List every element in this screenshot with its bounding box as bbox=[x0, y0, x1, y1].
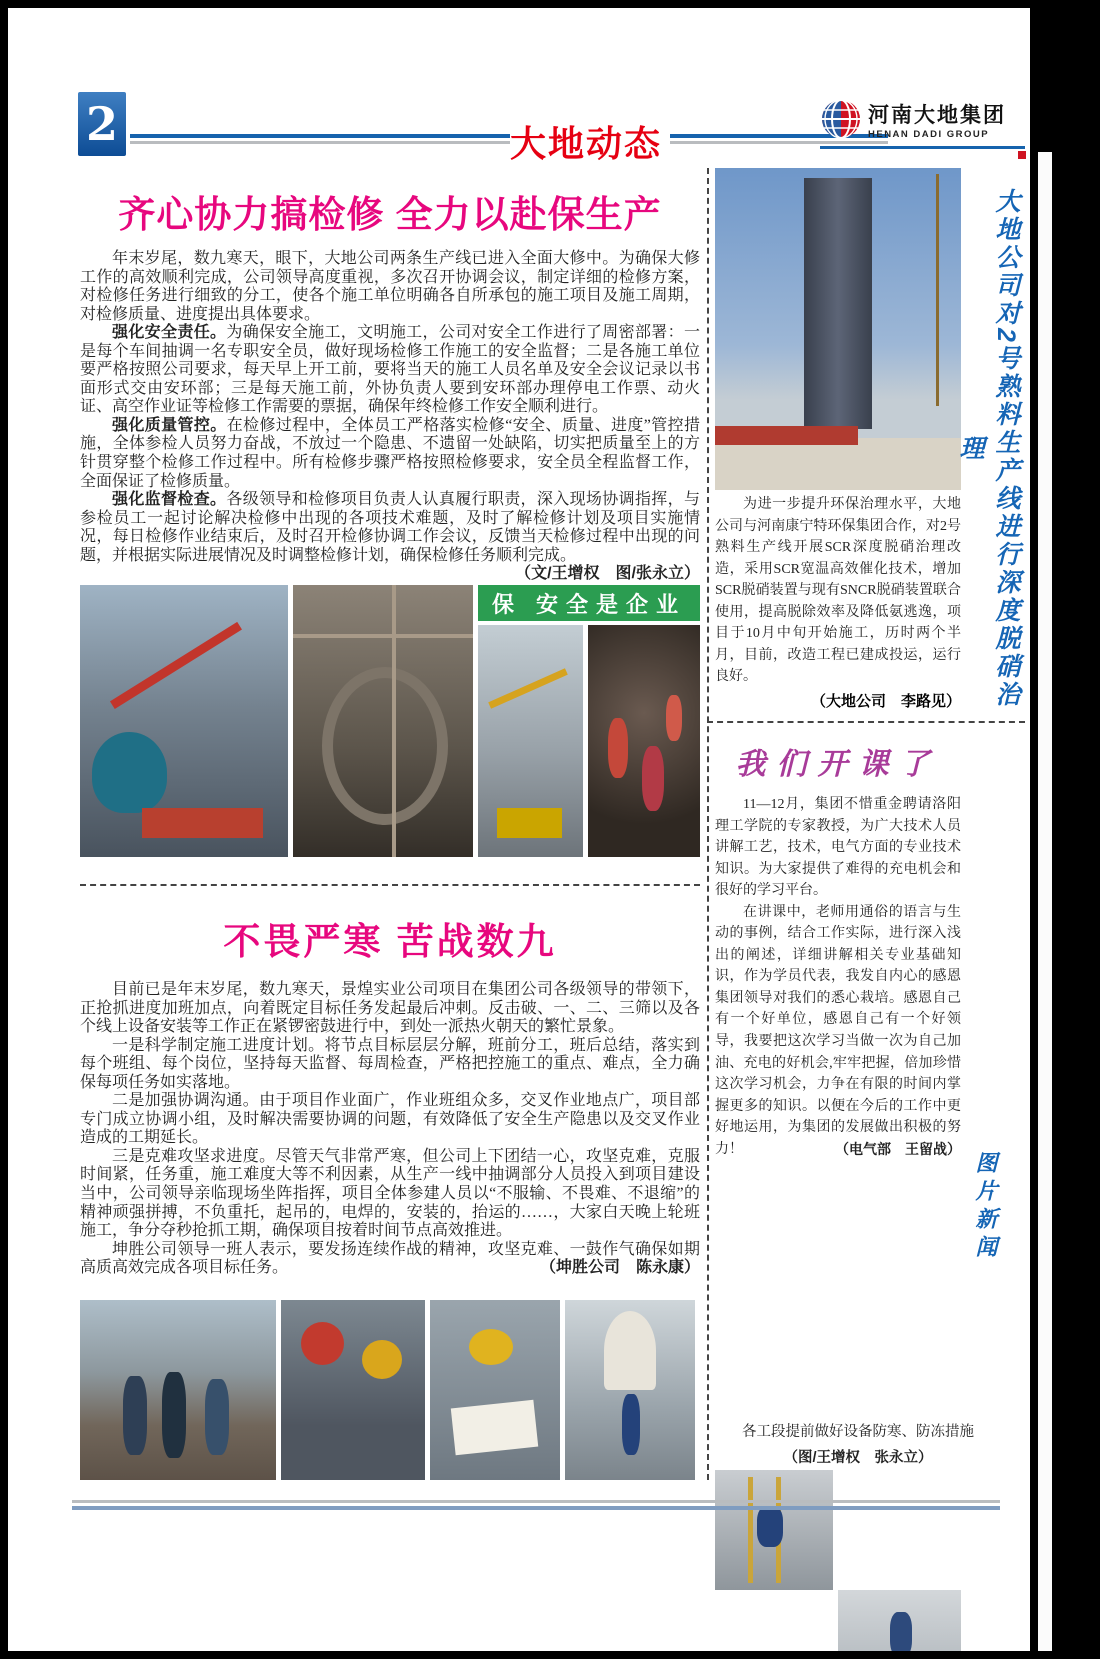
article2-headline: 不畏严寒 苦战数九 bbox=[223, 921, 557, 962]
page-number: 2 bbox=[78, 92, 126, 156]
safety-banner: 保 安全是企业 bbox=[478, 585, 700, 621]
yellow-helmet-shape bbox=[469, 1329, 513, 1365]
photo-news-caption: 各工段提前做好设备防寒、防冻措施 bbox=[742, 1424, 974, 1440]
worker-shape bbox=[642, 746, 664, 811]
worker-shape bbox=[608, 718, 628, 778]
article1-body bbox=[80, 250, 700, 584]
paragraph: 强化质量管控。在检修过程中，全体员工严格落实检修“安全、质量、进度”管控措施，全体参检人员努力奋战，不放过一个隐患、不遗留一处缺陷，切实把质量至上的方针贯穿整个检修工作过程中。所有检修步骤严格按照检修要求，安全员全程监督工作，全面保证了检修质量。 bbox=[80, 416, 700, 490]
paragraph: 目前已是年末岁尾，数九寒天，景煌实业公司项目在集团公司各级领导的带领下，正抢抓进度加班加点，向着既定目标任务发起最后冲刺。反击破、一、二、三筛以及各个线上设备安装等工作正在紧锣密鼓进行中，到处一派热火朝天的繁忙景象。 bbox=[80, 981, 700, 1036]
article2-body bbox=[80, 981, 700, 1278]
crane-boom-shape bbox=[110, 622, 242, 709]
logo-name-cn: 河南大地集团 bbox=[868, 103, 1006, 127]
paragraph: 二是加强协调沟通。由于项目作业面广，作业班组众多，交叉作业地点广，项目部专门成立协调小组，及时解决需要协调的问题，有效降低了安全生产隐患以及交叉作业造成的工期延长。 bbox=[80, 1092, 700, 1147]
right-column-divider-dashed bbox=[707, 721, 1025, 723]
section-title: 大地动态 bbox=[509, 123, 662, 164]
photo-worker-on-ladder bbox=[715, 1470, 833, 1590]
worker-shape bbox=[757, 1506, 783, 1547]
scr-article-byline: （大地公司 李路见） bbox=[810, 693, 961, 710]
paragraph: 11—12月，集团不惜重金聘请洛阳理工学院的专家教授，为广大技术人员讲解工艺，技术，电气方面的专业技术知识。为大家提供了难得的充电机会和很好的学习平台。 bbox=[715, 797, 961, 899]
red-helmet-shape bbox=[301, 1322, 344, 1365]
footer-rule bbox=[72, 1500, 1000, 1510]
paragraph: 在讲课中，老师用通俗的语言与生动的事例，结合工作实际，进行深入浅出的阐述，详细讲解相关专业基础知识，作为学员代表，我发自内心的感恩集团领导对我们的悉心栽培。感恩自己有一个好单位，感恩自己有一个好领导，我要把这次学习当做一次为自己加油、充电的好机会,牢牢把握，倍加珍惜这次学习机会，力争在有限的时间内掌握更多的知识。以便在今后的工作中更好地运用，为集团的发展做出积极的努力！ （电气部 王留战） bbox=[715, 902, 961, 1161]
scaffold-pole-shape bbox=[392, 585, 396, 857]
paragraph: 坤胜公司领导一班人表示，要发扬连续作战的精神，攻坚克难、一鼓作气确保如期高质高效完成各项目标任务。 （坤胜公司 陈永康） bbox=[80, 1240, 700, 1277]
class-article-byline: （电气部 王留战） bbox=[835, 1140, 961, 1157]
collage-right-group bbox=[478, 585, 700, 857]
crane-boom-shape bbox=[489, 669, 569, 710]
newspaper-page bbox=[8, 8, 1030, 1651]
tower-shape bbox=[804, 178, 873, 429]
mill-shape bbox=[92, 732, 167, 814]
worker-shape bbox=[123, 1376, 147, 1455]
class-article-headline: 我们开课了 bbox=[735, 748, 941, 781]
vessel-shape bbox=[604, 1311, 656, 1390]
paragraph: 年末岁尾，数九寒天，眼下，大地公司两条生产线已进入全面大修中。为确保大修工作的高效顺利完成，公司领导高度重视，多次召开协调会议，制定详细的检修方案，对检修任务进行细致的分工，使各个施工单位明确各自所承包的施工项目及施工周期，对检修质量、进度提出具体要求。 bbox=[80, 250, 700, 323]
worker-shape bbox=[622, 1394, 640, 1455]
photo-news-vertical-title: 图片新闻 bbox=[973, 1150, 998, 1263]
photo-preheater-tower bbox=[715, 168, 961, 490]
scaffold-bar-shape bbox=[293, 634, 473, 638]
paragraph: 强化监督检查。各级领导和检修项目负责人认真履行职责，深入现场协调指挥，与参检员工一起讨论解决检修中出现的各项技术难题，及时了解检修计划及项目实施情况，每日检修作业结束后，及时召开检修协调工作会议，反馈当天检修过程中出现的问题，并根据实际进展情况及时调整检修计划，确保检修任务顺利完成。 （文/王增权 图/张永立） bbox=[80, 491, 700, 583]
article-divider-dashed bbox=[80, 884, 700, 886]
paragraph: 强化安全责任。为确保安全施工，文明施工，公司对安全工作进行了周密部署：一是每个车间抽调一名专职安全员，做好现场检修工作施工的安全监督；二是各施工单位要严格按照公司要求，每天早上开工前，要将当天的施工人员名单及安全会议记录以书面形式交由安环部；三是每天施工前，外协负责人要到安环部办理停电工作票、动火证、高空作业证等检修工作需要的票据，确保年终检修工作安全顺利进行。 bbox=[80, 324, 700, 416]
document-shape bbox=[451, 1400, 539, 1455]
next-page-edge bbox=[1038, 152, 1052, 1651]
article1-byline: （文/王增权 图/张永立） bbox=[515, 565, 700, 583]
ladder-rail-shape bbox=[748, 1477, 753, 1583]
photo-gear-scaffold bbox=[293, 585, 473, 857]
header-rule-left bbox=[130, 134, 510, 144]
article1-photo-collage bbox=[80, 585, 700, 857]
worker-shape bbox=[205, 1379, 229, 1455]
article2-byline: （坤胜公司 陈永康） bbox=[539, 1259, 700, 1277]
class-article-body bbox=[715, 794, 961, 1160]
logo-name-en: HENAN DADI GROUP bbox=[868, 128, 990, 140]
photo-workers-helmets bbox=[281, 1300, 425, 1480]
article2-photo-row bbox=[80, 1300, 700, 1480]
paragraph: 三是克难攻坚求进度。尽管天气非常严寒，但公司上下团结一心，攻坚克难，克服时间紧，任务重，施工难度大等不利因素，从生产一线中抽调部分人员投入到项目建设当中，公司领导亲临现场坐阵指挥，项目全体参建人员以“不服输、不畏难、不退缩”的精神顽强拼搏，不负重托，起吊的，电焊的，安装的，抬运的……，大家白天晚上轮班施工，争分夺秒抢抓工期，确保项目按着时间节点高效推进。 bbox=[80, 1147, 700, 1240]
scr-vertical-headline: 大地公司对2号熟料生产线进行深度脱硝治理 bbox=[956, 188, 1020, 709]
photo-news-byline: （图/王增权 张永立） bbox=[783, 1450, 933, 1466]
gear-shape bbox=[322, 667, 448, 825]
worker-shape bbox=[162, 1372, 186, 1458]
company-logo bbox=[820, 98, 1030, 140]
photo-mobile-crane bbox=[478, 625, 583, 857]
paragraph: 一是科学制定施工进度计划。将节点目标层层分解，班前分工，班后总结，落实到每个班组、每个岗位，坚持每天监督、每周检查，严格把控施工的重点、难点，全力确保每项任务如实落地。 bbox=[80, 1036, 700, 1091]
photo-site-inspection bbox=[80, 1300, 276, 1480]
yellow-helmet-shape bbox=[362, 1340, 402, 1380]
column-divider-dashed bbox=[707, 168, 709, 1480]
red-banner-shape bbox=[715, 426, 858, 445]
logo-underline bbox=[820, 146, 1025, 149]
crane-mast-shape bbox=[936, 174, 939, 406]
photo-crane-and-mill bbox=[80, 585, 288, 857]
photo-worker-on-beam bbox=[838, 1590, 961, 1651]
worker-shape bbox=[890, 1612, 912, 1651]
building-shape bbox=[715, 438, 961, 490]
logo-red-square bbox=[1018, 151, 1026, 159]
paragraph: 为进一步提升环保治理水平，大地公司与河南康宁特环保集团合作，对2号熟料生产线开展SCR深度脱硝治理改造，采用SCR宽温高效催化技术，增加SCR脱硝装置与现有SNCR脱硝装置联合使用，提高脱除效率及降低氨逃逸，项目于10月中旬开始施工，历时两个半月，目前，改造工程已建成投运，运行良好。 bbox=[715, 497, 961, 685]
photo-reading-drawings bbox=[430, 1300, 560, 1480]
article1-headline: 齐心协力搞检修 全力以赴保生产 bbox=[118, 194, 662, 235]
crane-cab-shape bbox=[497, 808, 562, 838]
photo-workers-in-pit bbox=[588, 625, 700, 857]
photo-worker-climbing bbox=[565, 1300, 695, 1480]
worker-shape bbox=[666, 695, 682, 741]
scr-article-body bbox=[715, 494, 961, 688]
globe-icon bbox=[820, 98, 862, 140]
truck-shape bbox=[142, 808, 263, 838]
